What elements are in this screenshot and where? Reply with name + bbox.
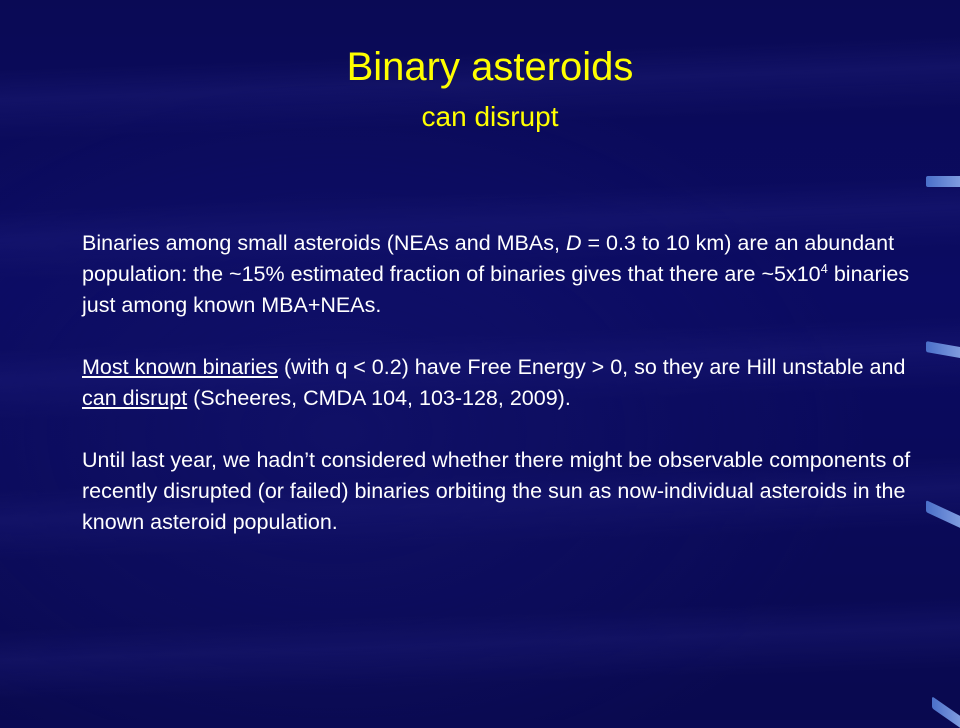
paragraph-until-last-year: Until last year, we hadn’t considered whether there might be observable components of recently disrupted (or failed) binaries orbiting the sun as now-individual asteroids in the known asteroid population. xyxy=(82,448,911,534)
slide-body xyxy=(82,228,912,569)
p1-text-c: binaries just among known MBA+NEAs. xyxy=(82,262,910,317)
paragraph-hill-unstable xyxy=(82,352,912,414)
edge-decoration-1 xyxy=(926,176,960,187)
p2-text-a: (with q < 0.2) have Free Energy > 0, so they are Hill unstable and xyxy=(277,355,906,379)
paragraph-binaries-population xyxy=(82,228,912,321)
slide-subtitle: can disrupt xyxy=(421,101,559,132)
edge-decoration-3 xyxy=(926,500,960,528)
p1-var-d: D xyxy=(565,231,582,255)
edge-decoration-4 xyxy=(932,696,960,728)
p2-underline-can-disrupt: can disrupt xyxy=(82,386,188,410)
p1-exponent: 4 xyxy=(820,260,828,276)
p1-text-a: Binaries among small asteroids (NEAs and MBAs, xyxy=(82,231,566,255)
p2-text-b: (Scheeres, CMDA 104, 103-128, 2009). xyxy=(187,386,571,410)
p1-text-b: = 0.3 to 10 km) are an abundant population: the ~15% estimated fraction of binaries gives that there are ~5x10 xyxy=(82,231,895,286)
p2-underline-most-known: Most known binaries xyxy=(82,355,278,379)
slide-title: Binary asteroids xyxy=(346,45,634,89)
edge-decoration-2 xyxy=(926,341,960,358)
